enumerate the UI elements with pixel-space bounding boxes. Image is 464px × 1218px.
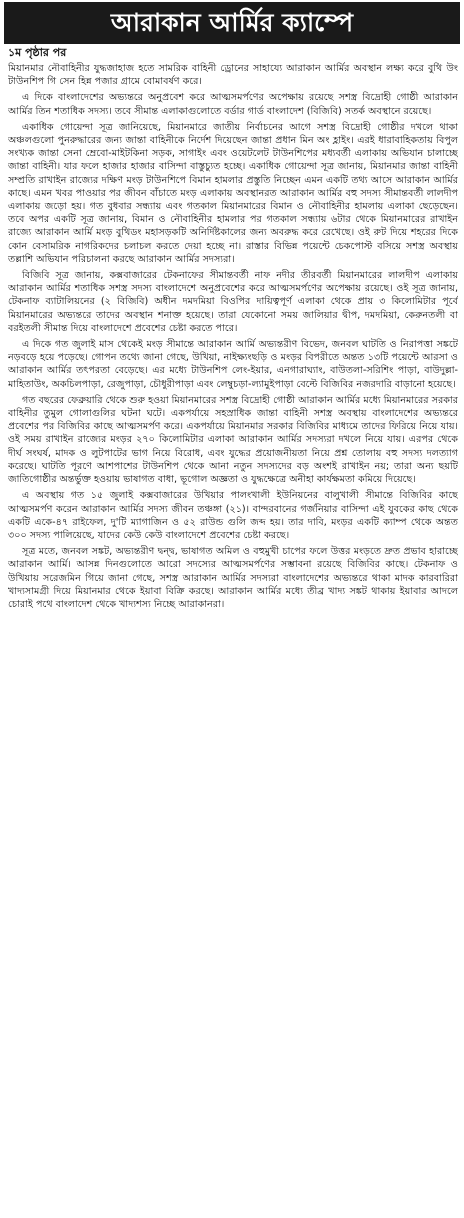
paragraph-3: একাধিক গোয়েন্দা সূত্র জানিয়েছে, মিয়ানমারে জাতীয় নির্বাচনের আগে সশস্ত্র বিদ্রোহী গোষ্ঠীর দখলে থাকা অঞ্চলগুলো পুনরুদ্ধারের জন্য জান্তা বাহিনীকে নির্দেশ দিয়েছেন জান্তা প্রধান মিন অং হ্লাইং। এরই ধারাবাহিকতায় বিপুল সংখ্যক জান্তা সেনা ম্রেবো-মাইটকিনা সড়ক, সাগাইং এবং ওয়েটলেট টাউনশিপের মধ্যবর্তী এলাকায় অভিযান চালাচ্ছে জান্তা বাহিনী। যার ফলে হাজার হাজার বাসিন্দা বাস্তুচ্যুত হচ্ছে। একাধিক গোয়েন্দা সূত্র জানায়, মিয়ানমার জান্তা বাহিনী সম্প্রতি রাখাইন রাজ্যের দক্ষিণ মংড় টাউনশিপে বিমান হামলার প্রস্তুতি নিচ্ছেন এমন একটি তথ্য আসে আরাকান আর্মির কাছে। এমন খবর পাওয়ার পর জীবন বাঁচাতে মংড় এলাকায় অবস্থানরত আরাকান আর্মির বহু সদস্য সীমান্তবর্তী লালদীপ এলাকায় জড়ো হয়। গত বুধবার সন্ধ্যায় এবং গতকাল মিয়ানমারের বিমান ও নৌবাহিনীর হামলায় এলাকা ছেড়েছেন। তবে অপর একটি সূত্র জানায়, বিমান ও নৌবাহিনীর হামলার পর গতকাল সন্ধ্যায় ৬টার থেকে মিয়ানমারের রাখাইন রাজ্যে আরাকান আর্মি মংড় বুথিডং মহাসড়কটি অনির্দিষ্টকালের জন্য অবরুদ্ধ করে রেখেছে। ওই রুট দিয়ে শহরের দিকে কোন বেসামরিক নাগরিকদের চলাচল করতে দেয়া হচ্ছে না। রাস্তার বিভিন্ন পয়েন্টে চেকপোস্ট বসিয়ে সশস্ত্র অবস্থায় তল্লাশি অভিযান পরিচালনা করছে আরাকান আর্মির সদস্যরা। — [8, 121, 458, 265]
paragraph-2: এ দিকে বাংলাদেশের অভ্যন্তরে অনুপ্রবেশ করে আত্মসমর্পণের অপেক্ষায় রয়েছে সশস্ত্র বিদ্রোহী গোষ্ঠী আরাকান আর্মির তিন শতাধিক সদস্য। তবে সীমান্ত এলাকাগুলোতে বর্ডার গার্ড বাংলাদেশ (বিজিবি) সতর্ক অবস্থানে রয়েছে। — [8, 92, 458, 117]
paragraph-4: বিজিবি সূত্র জানায়, কক্সবাজারের টেকনাফের সীমান্তবর্তী নাফ নদীর তীরবর্তী মিয়ানমারের লালদীপ এলাকায় আরাকান আর্মির শতাধিক সশস্ত্র সদস্য বাংলাদেশে অনুপ্রবেশের করে আত্মসমর্পণের অপেক্ষায় রয়েছে। ওই সূত্র জানায়, টেকনাফ ব্যাটালিয়নের (২ বিজিবি) অধীন দমদমিয়া বিওপির দায়িত্বপূর্ণ এলাকা থেকে প্রায় ৩ কিলোমিটার পূর্বে মিয়ানমারের অভ্যন্তরে তাদের অবস্থান শনাক্ত হয়েছে। তারা যেকোনো সময় জালিয়ার দ্বীপ, দমদমিয়া, কেরুনতলী বা বরইতলী সীমান্ত দিয়ে বাংলাদেশে প্রবেশের চেষ্টা করতে পারে। — [8, 270, 458, 334]
paragraph-7: এ অবস্থায় গত ১৫ জুলাই কক্সবাজারের উখিয়ার পালংখালী ইউনিয়নের বালুখালী সীমান্তে বিজিবির কাছে আত্মসমর্পণ করেন আরাকান আর্মির সদস্য জীবন তঞ্চঙ্গা (২১)। বান্দরবানের গর্জনিয়ার বাসিন্দা এই যুবকের কাছ থেকে একটি একে-৪৭ রাইফেল, দু'টি ম্যাগাজিন ও ৫২ রাউন্ড গুলি জব্দ হয়। তার দাবি, মংড়র একটি ক্যাম্প থেকে অন্তত ৩০০ সদস্য পালিয়েছে, যাদের কেউ কেউ বাংলাদেশে প্রবেশের চেষ্টা করছে। — [8, 490, 458, 541]
paragraph-5: এ দিকে গত জুলাই মাস থেকেই মংড় সীমান্তে আরাকান আর্মি অভ্যন্তরীণ বিভেদ, জনবল ঘাটতি ও নিরাপত্তা সঙ্কটে নড়বড়ে হয়ে পড়েছে। গোপন তথ্যে জানা গেছে, উখিয়া, নাইক্ষ্যংছড়ি ও মংড়র বিপরীতে অন্তত ১৩টি পয়েন্টে আরসা ও আরাকান আর্মির তৎপরতা বেড়েছে। এর মধ্যে টাউনশিপ লেং-ইয়ার, এনগারাঘ্যাং, বাউতলা-সরিশিং পাড়া, বাউদুল্লা-মাহিতাউং, অকচিলপাড়া, রেজুপাড়া, চৌধুরীপাড়া এবং লেম্বুচড়া-ল্যামুইপাড়া বেল্টে বিজিবির নজরদারি বাড়ানো হয়েছে। — [8, 339, 458, 390]
headline-banner — [4, 2, 460, 44]
paragraph-6: গত বছরের ফেব্রুয়ারি থেকে শুরু হওয়া মিয়ানমারের সশস্ত্র বিদ্রোহী গোষ্ঠী আরাকান আর্মির মধ্যে মিয়ানমারের সরকার বাহিনীর তুমুল গোলাগুলির ঘটনা ঘটে। একপর্যায়ে সহস্রাধিক জান্তা বাহিনী সশস্ত্র অবস্থায় বাংলাদেশের অভ্যন্তরে প্রবেশের পর বিজিবির কাছে আত্মসমর্পণ করে। একপর্যায়ে মিয়ানমার সরকার বিজিবির মাধ্যমে তাদের ফিরিয়ে নিয়ে যায়। ওই সময় রাখাইন রাজ্যের মংড়র ২৭০ কিলোমিটার এলাকা আরাকান আর্মির সদস্যরা দখলে নিয়ে যায়। এরপর থেকে দীর্ঘ সংঘর্ষ, মাদক ও লুটপাটের ভাগ নিয়ে বিরোধ, এবং যুদ্ধের প্রয়োজনীয়তা নিয়ে প্রশ্ন তোলায় বহু সদস্য দলত্যাগ করেছে। ঘাটতি পূরণে আশপাশের টাউনশিপ থেকে আনা নতুন সদস্যদের বড় অংশই রাখাইন নয়; তারা অন্য ছয়টি জাতিগোষ্ঠীর অন্তর্ভুক্ত হওয়ায় ভাষাগত বাধা, ভূগোল অজ্ঞতা ও যুদ্ধক্ষেত্রে অনীহা কার্যক্ষমতা কমিয়ে দিয়েছে। — [8, 394, 458, 486]
headline: আরাকান আর্মির ক্যাম্পে — [110, 8, 354, 37]
paragraph-8: সূত্র মতে, জনবল সঙ্কট, অভ্যন্তরীণ দ্বন্দ্ব, ভাষাগত অমিল ও বহুমুখী চাপের ফলে উত্তর মংড়তে দ্রুত প্রভাব হারাচ্ছে আরাকান আর্মি। আসন্ন দিনগুলোতে আরো সদস্যের আত্মসমর্পণের সম্ভাবনা রয়েছে বিজিবির কাছে। টেকনাফ ও উখিয়ায় সরেজমিন গিয়ে জানা গেছে, সশস্ত্র আরাকান আর্মির সদস্যরা বাংলাদেশের অভ্যন্তরে থাকা মাদক কারবারিরা খাদ্যসামগ্রী দিয়ে মিয়ানমার থেকে ইয়াবা বিক্রি করছে। আরাকান আর্মির মধ্যে তীব্র খাদ্য সঙ্কট থাকায় ইয়াবার আদলে চোরাই পথে বাংলাদেশ থেকে খাদ্যশস্য নিচ্ছে আরাকানরা। — [8, 546, 458, 610]
article-body — [8, 62, 458, 1212]
paragraph-1: মিয়ানমার নৌবাহিনীর যুদ্ধজাহাজ হতে সামরিক বাহিনী ড্রোনের সাহায্যে আরাকান আর্মির অবস্থান লক্ষ্য করে বুথি উং টাউনশিপ গি সেন হিন্ন পজার গ্রামে বোমাবর্ষণ করে। — [8, 63, 458, 88]
continued-from-label: ১ম পৃষ্ঠার পর — [8, 46, 67, 59]
